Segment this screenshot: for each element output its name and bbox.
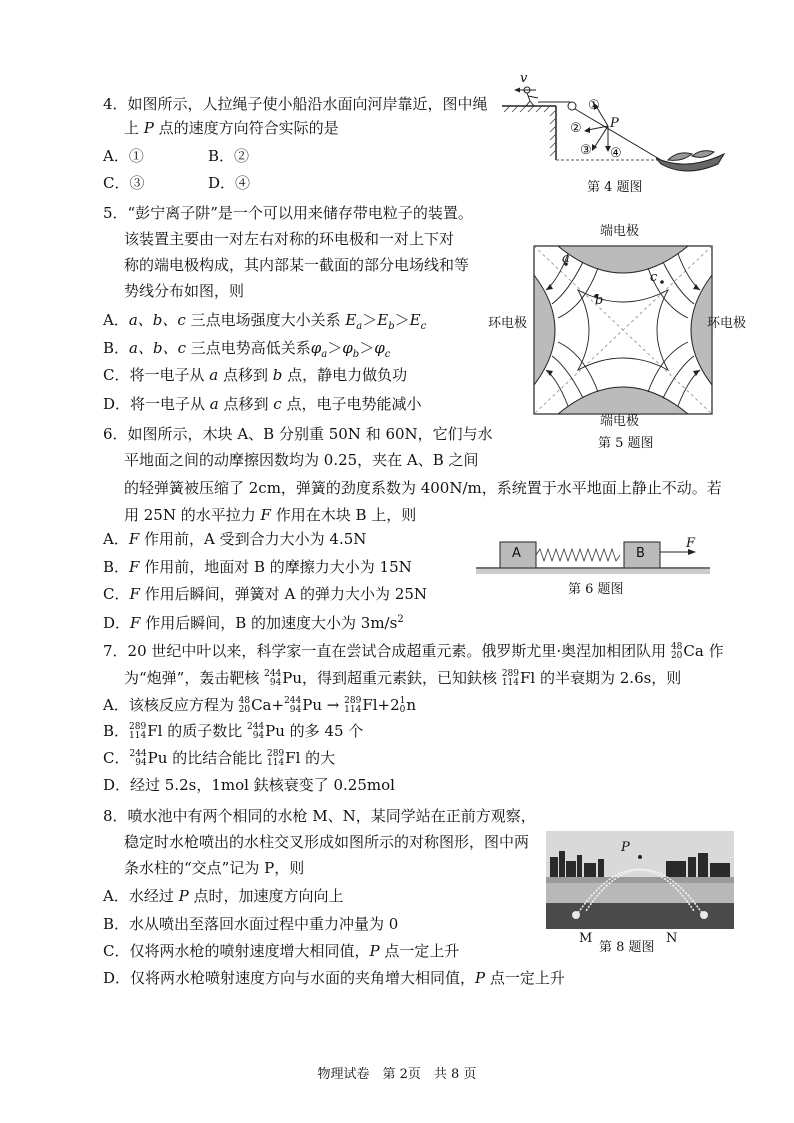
q4-line2: 上 P 点的速度方向符合实际的是 [124, 119, 339, 137]
q8-line2: 稳定时水枪喷出的水柱交叉形成如图所示的对称图形，图中两 [124, 833, 530, 851]
q8-fig-m-label: M [579, 931, 593, 946]
q8-fig-n-label: N [666, 931, 678, 946]
q8-option-c: C．仅将两水枪的喷射速度增大相同值，P 点一定上升 [103, 942, 460, 960]
q5-line2: 该装置主要由一对左右对称的环电极和一对上下对 [124, 230, 455, 248]
q5-line1: 5．“彭宁离子阱”是一个可以用来储存带电粒子的装置。 [103, 204, 473, 222]
q7-option-a: A．该核反应方程为 48 20 Ca+ 244 94 Pu → 289 114 Fl+2 1 0 n [103, 696, 417, 715]
q5-fig-point-a: a [562, 251, 570, 266]
q6-fig-block-a: A [512, 546, 521, 561]
q5-option-c: C．将一电子从 a 点移到 b 点，静电力做负功 [103, 366, 408, 384]
q4-fig-mark-3: ③ [580, 143, 592, 158]
q8-caption: 第 8 题图 [599, 940, 655, 955]
q5-figure [528, 240, 718, 420]
q7-option-d: D．经过 5.2s，1mol 鈇核衰变了 0.25mol [103, 776, 395, 794]
q4-fig-v-label: v [520, 71, 528, 86]
q5-line3: 称的端电极构成，其内部某一截面的部分电场线和等 [124, 256, 470, 274]
q8-fig-p-label: P [621, 840, 630, 855]
q6-line1: 6．如图所示，木块 A、B 分别重 50N 和 60N，它们与水 [103, 425, 493, 443]
q6-option-c: C．F 作用后瞬间，弹簧对 A 的弹力大小为 25N [103, 585, 428, 603]
q4-option-d: D．④ [208, 174, 251, 192]
q6-fig-force-label: F [686, 536, 696, 551]
q5-caption: 第 5 题图 [598, 436, 654, 451]
q8-option-a: A．水经过 P 点时，加速度方向向上 [103, 887, 344, 905]
q8-line1: 8．喷水池中有两个相同的水枪 M、N，某同学站在正前方观察， [103, 807, 536, 825]
q5-option-b: B．a、b、c 三点电势高低关系$\varphi_a>\varphi_b>\varphi_c$ [103, 339, 391, 360]
q5-fig-point-c: c [650, 270, 658, 285]
q8-figure-photo [546, 831, 734, 929]
q5-fig-bottom-label: 端电极 [600, 414, 640, 429]
q6-fig-block-b: B [636, 546, 645, 561]
q7-option-b: B． 289 114 Fl 的质子数比 244 94 Pu 的多 45 个 [103, 722, 364, 741]
q8-option-d: D．仅将两水枪喷射速度方向与水面的夹角增大相同值，P 点一定上升 [103, 969, 565, 987]
q5-option-d: D．将一电子从 a 点移到 c 点，电子电势能减小 [103, 395, 422, 413]
q5-line4: 势线分布如图，则 [124, 282, 245, 300]
q5-fig-point-b: b [595, 293, 604, 308]
q5-fig-top-label: 端电极 [600, 224, 640, 239]
q6-line3: 的轻弹簧被压缩了 2cm，弹簧的劲度系数为 400N/m，系统置于水平地面上静止不动。若 [124, 479, 722, 497]
q8-option-b: B．水从喷出至落回水面过程中重力冲量为 0 [103, 915, 399, 933]
q6-figure [474, 534, 714, 578]
q6-option-a: A．F 作用前，A 受到合力大小为 4.5N [103, 530, 367, 548]
q6-caption: 第 6 题图 [568, 582, 624, 597]
q6-option-b: B．F 作用前，地面对 B 的摩擦力大小为 15N [103, 558, 412, 576]
q4-option-a: A．① [103, 147, 144, 165]
q5-fig-right-label: 环电极 [707, 316, 747, 331]
q7-line2: 为“炮弹”，轰击靶核 244 94 Pu，得到超重元素鈇，已知鈇核 289 114 Fl 的半衰期为 2.6s，则 [124, 669, 682, 688]
q6-line2: 平地面之间的动摩擦因数均为 0.25，夹在 A、B 之间 [124, 451, 479, 469]
page-footer: 物理试卷 第 2页 共 8 页 [317, 1067, 477, 1082]
q4-line1: 4．如图所示，人拉绳子使小船沿水面向河岸靠近，图中绳 [103, 95, 488, 113]
q7-line1: 7．20 世纪中叶以来，科学家一直在尝试合成超重元素。俄罗斯尤里·奥涅加相团队用 48 20 Ca 作 [103, 642, 724, 661]
q8-line3: 条水柱的“交点”记为 P，则 [124, 859, 305, 877]
q4-fig-p-label: P [610, 116, 619, 131]
q5-option-a: A．a、b、c 三点电场强度大小关系 $E_a>E_b>E_c$ [103, 311, 427, 332]
q5-fig-left-label: 环电极 [488, 316, 528, 331]
q4-fig-mark-2: ② [570, 121, 582, 136]
q7-option-c: C． 244 94 Pu 的比结合能比 289 114 Fl 的大 [103, 749, 336, 768]
q4-caption: 第 4 题图 [587, 180, 643, 195]
q6-option-d: D．F 作用后瞬间，B 的加速度大小为 $3m/s^2$ [103, 614, 404, 632]
q4-option-c: C．③ [103, 174, 145, 192]
q4-fig-mark-4: ④ [610, 146, 622, 161]
q4-fig-mark-1: ① [588, 98, 600, 113]
q4-option-b: B．② [208, 147, 250, 165]
q6-line4: 用 25N 的水平拉力 F 作用在木块 B 上，则 [124, 506, 417, 524]
